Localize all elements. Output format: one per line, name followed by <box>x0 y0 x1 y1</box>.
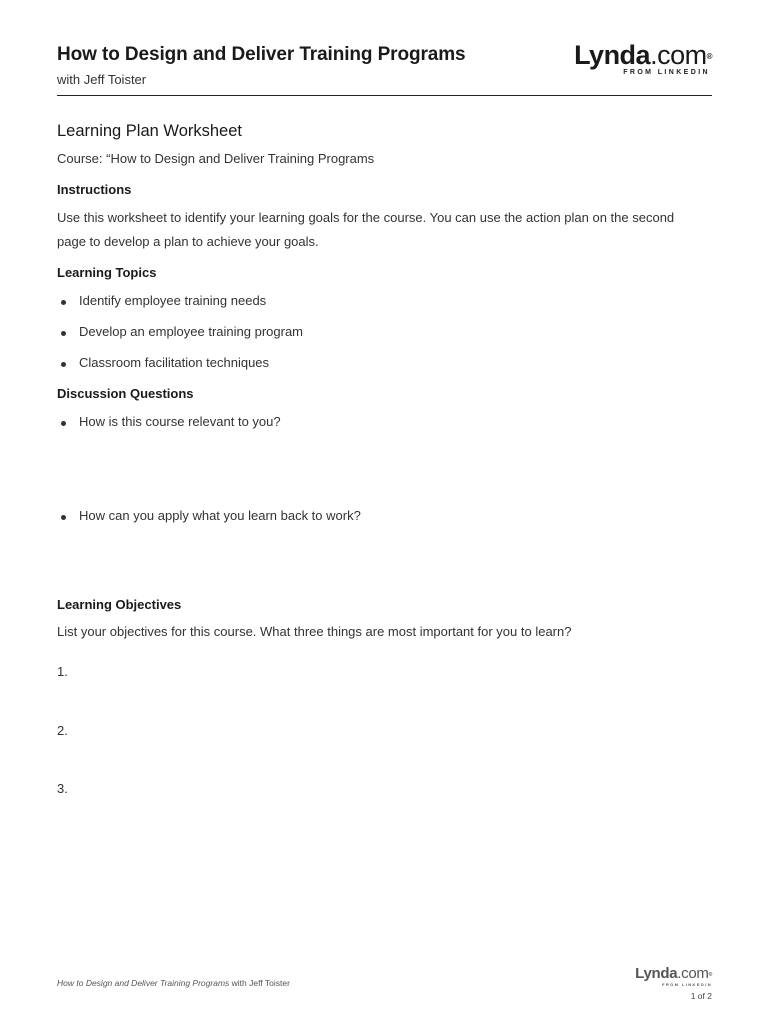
worksheet-body <box>57 122 712 796</box>
footer-author: with Jeff Toister <box>229 978 290 988</box>
course-author: with Jeff Toister <box>57 72 147 87</box>
worksheet-title: Learning Plan Worksheet <box>57 122 242 140</box>
logo-tagline: FROM LINKEDIN <box>623 69 710 76</box>
course-title: How to Design and Deliver Training Programs <box>57 44 466 65</box>
header-divider <box>57 95 712 96</box>
footer-course-credit <box>57 978 290 988</box>
footer-logo-suffix: .com <box>677 965 709 982</box>
learning-objectives-text: List your objectives for this course. What three things are most important for you to learn? <box>57 624 572 639</box>
footer-logo-tagline: FROM LINKEDIN <box>662 982 712 987</box>
footer-logo-registered-mark: ® <box>708 972 712 978</box>
list-item: Develop an employee training program <box>79 324 304 339</box>
logo-registered-mark: ® <box>706 52 712 61</box>
logo-name: Lynda <box>574 40 651 70</box>
learning-objectives-heading: Learning Objectives <box>57 597 182 612</box>
course-line: Course: “How to Design and Deliver Training Programs <box>57 151 375 166</box>
learning-topics-heading: Learning Topics <box>57 265 157 280</box>
list-item: How can you apply what you learn back to work? <box>79 508 361 523</box>
footer-course-title: How to Design and Deliver Training Programs <box>57 978 230 988</box>
instructions-heading: Instructions <box>57 182 132 197</box>
list-item: Classroom facilitation techniques <box>79 355 270 370</box>
page-number: 1 of 2 <box>690 991 712 1001</box>
lynda-logo <box>574 41 712 76</box>
list-item: Identify employee training needs <box>79 293 267 308</box>
logo-suffix: .com <box>650 40 707 70</box>
document-header <box>57 40 712 87</box>
instructions-text: Use this worksheet to identify your learning goals for the course. You can use the action plan on the second page to develop a plan to achieve your goals. <box>57 210 675 249</box>
objective-number: 1. <box>57 664 68 679</box>
discussion-questions-heading: Discussion Questions <box>57 386 194 401</box>
list-item: How is this course relevant to you? <box>79 414 281 429</box>
objective-number: 2. <box>57 723 68 738</box>
footer-logo-name: Lynda <box>635 965 678 982</box>
objective-number: 3. <box>57 781 68 796</box>
footer-lynda-logo <box>635 966 712 987</box>
